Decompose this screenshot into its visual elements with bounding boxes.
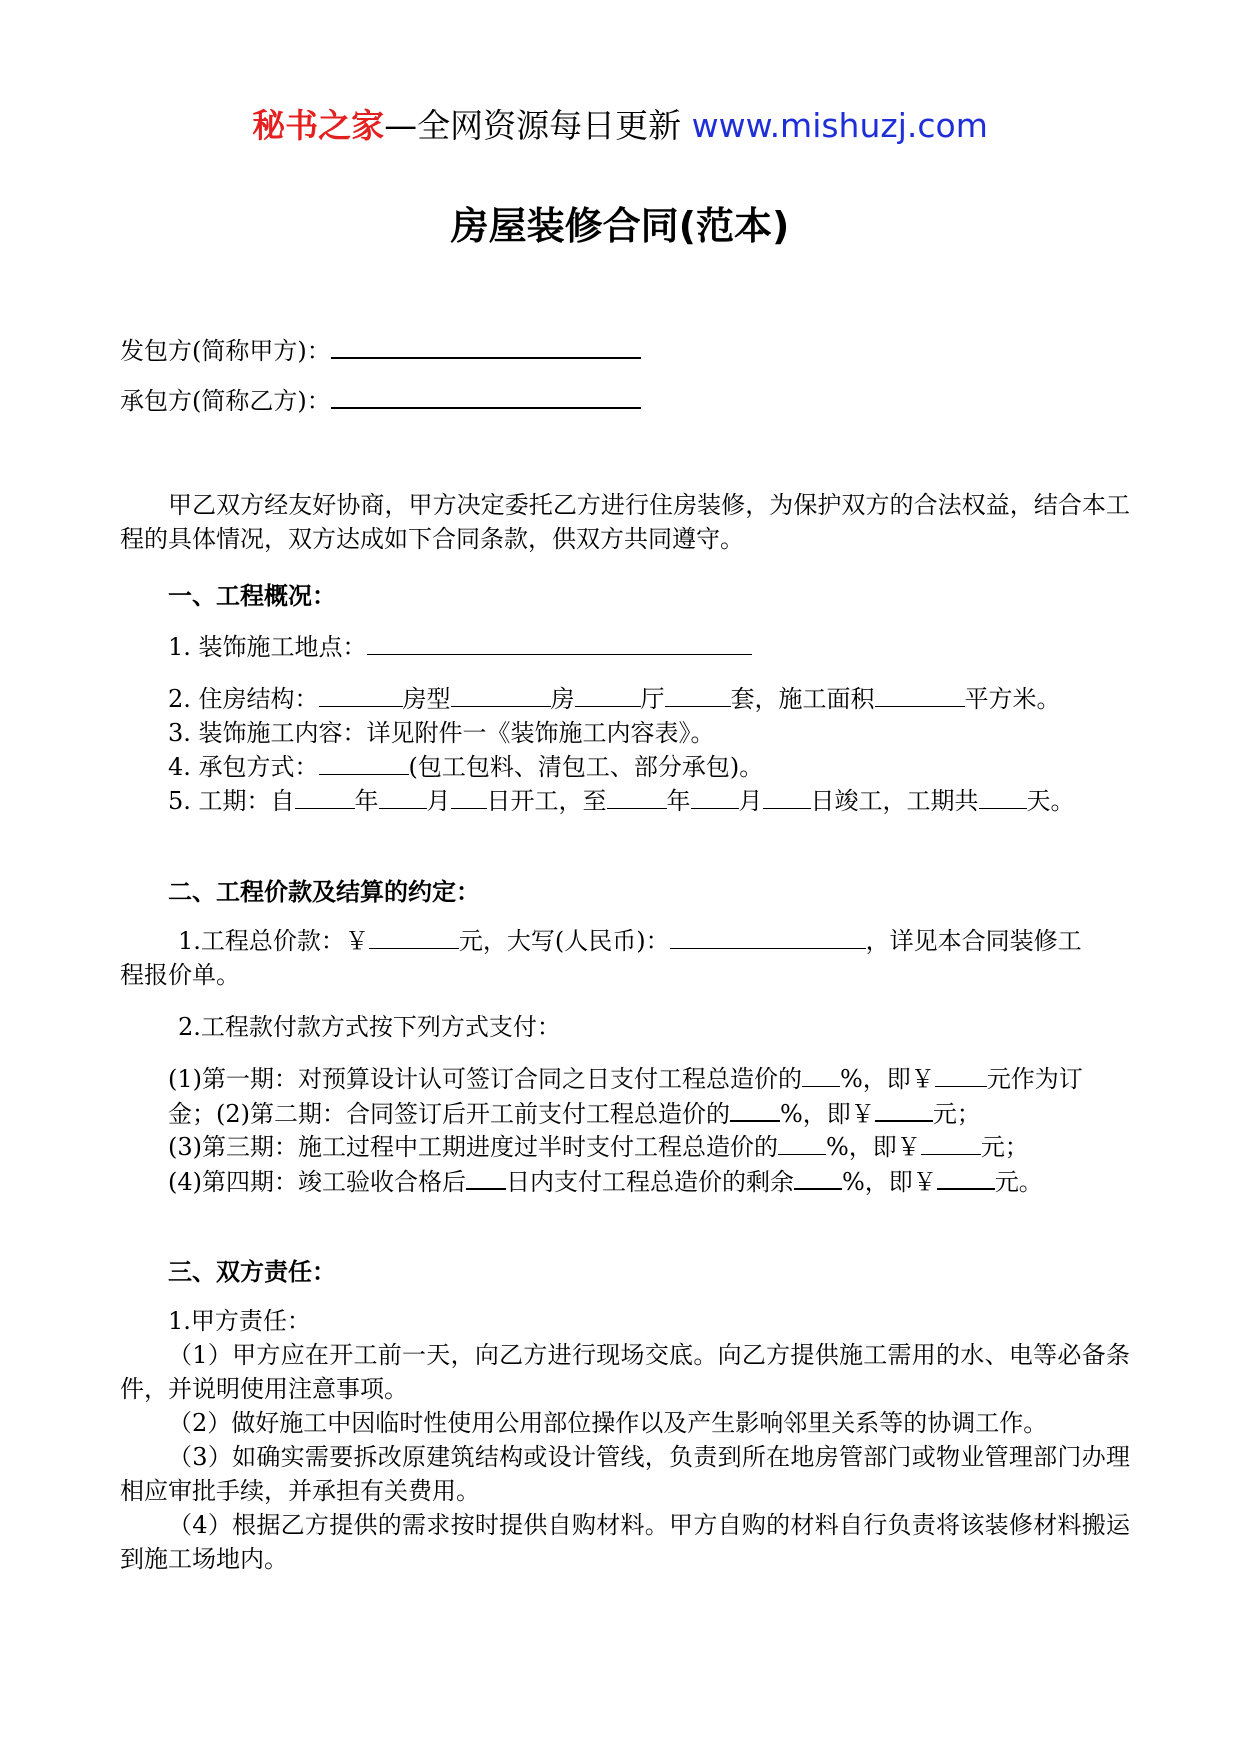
- blank: [665, 682, 731, 707]
- document-title: 房屋装修合同(范本): [450, 204, 790, 248]
- site-url[interactable]: www.mishuzj.com: [691, 106, 988, 145]
- party-a-blank: [331, 333, 641, 359]
- intro-paragraph: 甲乙双方经友好协商，甲方决定委托乙方进行住房装修，为保护双方的合法权益，结合本工程的具体情况，双方达成如下合同条款，供双方共同遵守。: [120, 491, 1130, 553]
- text: 元。: [994, 1168, 1043, 1196]
- party-a-line: [120, 333, 641, 368]
- section-3-heading: 三、双方责任：: [168, 1258, 336, 1286]
- blank: [295, 784, 355, 809]
- text: %，即￥: [840, 1065, 935, 1093]
- item-number: 1.: [168, 633, 191, 661]
- blank: [875, 1096, 933, 1122]
- text: 厅: [640, 685, 665, 713]
- blank: [921, 1130, 981, 1155]
- text: (3)第三期：施工过程中工期进度过半时支付工程总造价的: [168, 1133, 778, 1161]
- blank: [802, 1062, 840, 1087]
- section-1-heading: 一、工程概况：: [168, 582, 336, 610]
- site-header: [0, 100, 1240, 147]
- blank: [937, 1164, 995, 1190]
- responsibility-4: （4）根据乙方提供的需求按时提供自购材料。甲方自购的材料自行负责将该装修材料搬运到施工场地内。: [120, 1511, 1130, 1573]
- item-number: 4.: [168, 753, 191, 781]
- item-number: 3.: [168, 719, 191, 747]
- blank: [319, 682, 403, 707]
- responsibility-3: （3）如确实需要拆改原建筑结构或设计管线，负责到所在地房管部门或物业管理部门办理相应审批手续，并承担有关费用。: [120, 1443, 1130, 1505]
- blank: [575, 682, 641, 707]
- text: 元，大写(人民币)：: [458, 927, 670, 955]
- blank: [369, 924, 459, 949]
- text: (1)第一期：对预算设计认可签订合同之日支付工程总造价的: [168, 1065, 802, 1093]
- blank: [670, 924, 866, 949]
- party-a-responsibility-heading: 1.甲方责任：: [168, 1307, 311, 1335]
- slogan: —全网资源每日更新: [384, 106, 682, 145]
- payment-line-1: [168, 1062, 1083, 1096]
- text: 1.工程总价款：￥: [178, 927, 369, 955]
- text: 房: [550, 685, 575, 713]
- blank: [935, 1062, 987, 1087]
- party-b-blank: [331, 383, 641, 409]
- item-3: [168, 716, 715, 750]
- text: 日开工，至: [486, 787, 607, 815]
- text: 房型: [402, 685, 451, 713]
- text: ，详见本合同装修工: [865, 927, 1082, 955]
- blank: [875, 682, 965, 707]
- item-5: [168, 784, 1075, 818]
- item-number: 2.: [168, 685, 191, 713]
- section-2-heading: 二、工程价款及结算的约定：: [168, 878, 480, 906]
- price-line-1: [178, 924, 1082, 958]
- responsibility-1: （1）甲方应在开工前一天，向乙方进行现场交底。向乙方提供施工需用的水、电等必备条件，并说明使用注意事项。: [120, 1341, 1130, 1403]
- text: 月: [426, 787, 451, 815]
- text: %，即￥: [780, 1100, 875, 1128]
- text: 金；(2)第二期：合同签订后开工前支付工程总造价的: [168, 1100, 730, 1128]
- blank: [778, 1130, 826, 1155]
- text: 平方米。: [964, 685, 1061, 713]
- location-blank: [367, 630, 752, 655]
- blank: [763, 784, 811, 809]
- item-1: [168, 630, 752, 664]
- text: %，即￥: [842, 1168, 937, 1196]
- payment-method-line: 2.工程款付款方式按下列方式支付：: [178, 1013, 561, 1041]
- blank: [466, 1164, 506, 1190]
- blank: [451, 784, 487, 809]
- payment-line-3: [168, 1130, 1029, 1164]
- text: 天。: [1026, 787, 1075, 815]
- text: 日竣工，工期共: [810, 787, 979, 815]
- party-a-label: 发包方(简称甲方)：: [120, 337, 331, 365]
- payment-line-2: [168, 1096, 981, 1131]
- blank: [379, 784, 427, 809]
- payment-line-4: [168, 1164, 1043, 1199]
- text: 年: [354, 787, 379, 815]
- blank: [319, 750, 409, 775]
- blank: [730, 1096, 780, 1122]
- text: (包工包料、清包工、部分承包)。: [408, 753, 764, 781]
- text: 元作为订: [986, 1065, 1083, 1093]
- item-label: 住房结构：: [198, 685, 319, 713]
- text: 工期：自: [198, 787, 295, 815]
- item-4: [168, 750, 763, 784]
- item-label: 装饰施工地点：: [198, 633, 367, 661]
- item-2: [168, 682, 1061, 716]
- text: 元；: [980, 1133, 1029, 1161]
- brand-name: 秘书之家: [252, 106, 385, 145]
- text: 年: [666, 787, 691, 815]
- text: 日内支付工程总造价的剩余: [506, 1168, 794, 1196]
- text: %，即￥: [826, 1133, 921, 1161]
- text: 元；: [932, 1100, 981, 1128]
- blank: [451, 682, 551, 707]
- item-text: 装饰施工内容：详见附件一《装饰施工内容表》。: [198, 719, 715, 747]
- blank: [691, 784, 739, 809]
- party-b-line: [120, 383, 641, 418]
- text: 月: [738, 787, 763, 815]
- party-b-label: 承包方(简称乙方)：: [120, 387, 331, 415]
- blank: [979, 784, 1027, 809]
- blank: [794, 1164, 842, 1190]
- responsibility-2: （2）做好施工中因临时性使用公用部位操作以及产生影响邻里关系等的协调工作。: [168, 1409, 1048, 1437]
- price-line-2: 程报价单。: [120, 961, 240, 989]
- blank: [607, 784, 667, 809]
- text: (4)第四期：竣工验收合格后: [168, 1168, 466, 1196]
- item-label: 承包方式：: [198, 753, 319, 781]
- item-number: 5.: [168, 787, 191, 815]
- text: 套，施工面积: [730, 685, 875, 713]
